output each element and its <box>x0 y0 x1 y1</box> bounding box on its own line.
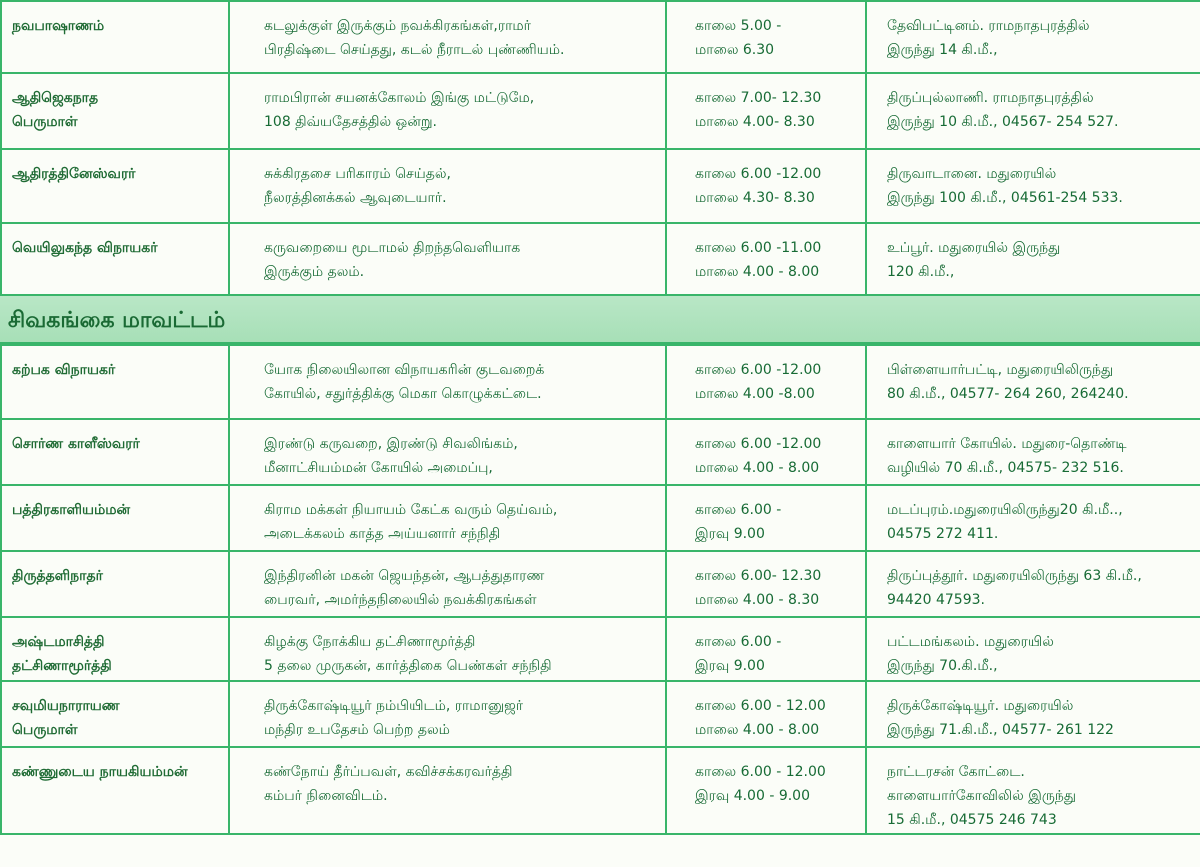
temple-description-line: மீனாட்சியம்மன் கோயில் அமைப்பு, <box>264 460 493 476</box>
temple-name-cell <box>1 681 229 747</box>
temple-name-content <box>2 2 228 38</box>
temple-name-line: பெருமாள் <box>12 722 78 738</box>
temple-name-content <box>2 224 228 260</box>
temple-name-cell <box>1 223 229 295</box>
temple-timing-line: காலை 6.00 - <box>695 634 782 650</box>
temple-location-cell <box>866 681 1200 747</box>
temple-location-cell <box>866 419 1200 485</box>
temple-location-cell <box>866 345 1200 419</box>
temple-name-line: அஷ்டமாசித்தி <box>12 634 105 650</box>
temple-description-line: ராமபிரான் சயனக்கோலம் இங்கு மட்டுமே, <box>264 90 535 106</box>
temple-location-content <box>867 150 1200 210</box>
temple-name-line: திருத்தளிநாதர் <box>12 568 103 584</box>
temple-description-line: திருக்கோஷ்டியூர் நம்பியிடம், ராமானுஜர் <box>264 698 524 714</box>
temple-timing-line: காலை 6.00 - <box>695 502 782 518</box>
temple-timing-cell <box>666 551 866 617</box>
temple-name-content <box>2 420 228 456</box>
temple-name-line: பெருமாள் <box>12 114 78 130</box>
temple-description-cell <box>229 617 666 681</box>
temple-description-content <box>230 486 665 546</box>
temple-table-bottom <box>0 344 1200 835</box>
temple-timing-cell <box>666 747 866 834</box>
temple-name-cell <box>1 345 229 419</box>
temple-description-line: கருவறையை மூடாமல் திறந்தவெளியாக <box>264 240 521 256</box>
rows_bottom-row-4 <box>1 617 1200 681</box>
temple-description-cell <box>229 681 666 747</box>
temple-location-line: திருக்கோஷ்டியூர். மதுரையில் <box>887 698 1074 714</box>
rows_bottom-row-3 <box>1 551 1200 617</box>
temple-description-line: கிழக்கு நோக்கிய தட்சிணாமூர்த்தி <box>264 634 476 650</box>
temple-timing-line: காலை 6.00 - 12.00 <box>695 698 826 714</box>
temple-timing-content <box>667 682 865 742</box>
temple-name-line: சொர்ண காளீஸ்வரர் <box>12 436 140 452</box>
temple-timing-content <box>667 150 865 210</box>
temple-description-line: அடைக்கலம் காத்த அய்யனார் சந்நிதி <box>264 526 501 542</box>
district-section-band <box>0 294 1200 344</box>
temple-timing-line: மாலை 4.00 - 8.00 <box>695 460 820 476</box>
rows_bottom-row-2 <box>1 485 1200 551</box>
temple-timing-content <box>667 2 865 62</box>
temple-timing-line: மாலை 4.00 - 8.00 <box>695 722 820 738</box>
temple-description-line: நீலரத்தினக்கல் ஆவுடையார். <box>264 190 447 206</box>
temple-timing-line: காலை 6.00 -12.00 <box>695 436 822 452</box>
temple-description-cell <box>229 73 666 149</box>
temple-timing-cell <box>666 223 866 295</box>
temple-location-line: இருந்து 100 கி.மீ., 04561-254 533. <box>887 190 1123 206</box>
temple-name-cell <box>1 1 229 73</box>
temple-timing-content <box>667 748 865 808</box>
temple-description-line: இரண்டு கருவறை, இரண்டு சிவலிங்கம், <box>264 436 518 452</box>
temple-location-line: மடப்புரம்.மதுரையிலிருந்து20 கி.மீ.., <box>887 502 1123 518</box>
temple-location-line: இருந்து 10 கி.மீ., 04567- 254 527. <box>887 114 1119 130</box>
temple-timing-line: மாலை 4.30- 8.30 <box>695 190 815 206</box>
temple-location-content <box>867 346 1200 406</box>
temple-location-line: திருப்புத்தூர். மதுரையிலிருந்து 63 கி.மீ., <box>887 568 1142 584</box>
temple-description-content <box>230 346 665 406</box>
temple-location-cell <box>866 1 1200 73</box>
temple-name-content <box>2 346 228 382</box>
temple-location-line: உப்பூர். மதுரையில் இருந்து <box>887 240 1061 256</box>
temple-name-content <box>2 552 228 588</box>
temple-name-content <box>2 682 228 742</box>
temple-timing-content <box>667 486 865 546</box>
temple-location-cell <box>866 551 1200 617</box>
temple-name-content <box>2 486 228 522</box>
temple-timing-line: காலை 6.00- 12.30 <box>695 568 822 584</box>
temple-location-line: காளையார்கோவிலில் இருந்து <box>887 788 1076 804</box>
temple-table-top <box>0 0 1200 296</box>
temple-name-cell <box>1 617 229 681</box>
temple-name-line: கண்ணுடைய நாயகியம்மன் <box>12 764 188 780</box>
temple-name-line: வெயிலுகந்த விநாயகர் <box>12 240 158 256</box>
temple-description-cell <box>229 223 666 295</box>
temple-timing-cell <box>666 73 866 149</box>
temple-location-line: 15 கி.மீ., 04575 246 743 <box>887 812 1057 828</box>
temple-description-line: மந்திர உபதேசம் பெற்ற தலம் <box>264 722 450 738</box>
temple-location-line: பிள்ளையார்பட்டி, மதுரையிலிருந்து <box>887 362 1114 378</box>
temple-location-line: இருந்து 14 கி.மீ., <box>887 42 998 58</box>
temple-name-content <box>2 618 228 678</box>
temple-location-line: 94420 47593. <box>887 592 985 608</box>
temple-location-line: தேவிபட்டினம். ராமநாதபுரத்தில் <box>887 18 1090 34</box>
temple-name-line: பத்திரகாளியம்மன் <box>12 502 131 518</box>
temple-description-cell <box>229 149 666 223</box>
temple-description-cell <box>229 345 666 419</box>
temple-location-cell <box>866 485 1200 551</box>
temple-timing-line: மாலை 4.00 - 8.00 <box>695 264 820 280</box>
temple-location-content <box>867 486 1200 546</box>
temple-location-line: நாட்டரசன் கோட்டை. <box>887 764 1025 780</box>
temple-timing-cell <box>666 149 866 223</box>
rows_bottom-row-1 <box>1 419 1200 485</box>
rows_bottom-row-6 <box>1 747 1200 834</box>
temple-timing-content <box>667 420 865 480</box>
temple-location-line: வழியில் 70 கி.மீ., 04575- 232 516. <box>887 460 1124 476</box>
temple-name-content <box>2 150 228 186</box>
temple-name-cell <box>1 485 229 551</box>
temple-timing-cell <box>666 681 866 747</box>
rows_top-row-3 <box>1 223 1200 295</box>
temple-description-line: கடலுக்குள் இருக்கும் நவக்கிரகங்கள்,ராமர் <box>264 18 531 34</box>
temple-location-content <box>867 748 1200 832</box>
temple-description-line: இருக்கும் தலம். <box>264 264 365 280</box>
temple-description-line: கோயில், சதுர்த்திக்கு மெகா கொழுக்கட்டை. <box>264 386 542 402</box>
temple-description-cell <box>229 747 666 834</box>
temple-description-cell <box>229 1 666 73</box>
temple-location-content <box>867 552 1200 612</box>
temple-timing-line: இரவு 4.00 - 9.00 <box>695 788 810 804</box>
temple-name-cell <box>1 73 229 149</box>
temple-location-content <box>867 224 1200 284</box>
temple-timing-line: காலை 6.00 -12.00 <box>695 362 822 378</box>
temple-description-content <box>230 682 665 742</box>
temple-timing-content <box>667 346 865 406</box>
temple-timing-line: காலை 6.00 -12.00 <box>695 166 822 182</box>
temple-location-line: திருவாடானை. மதுரையில் <box>887 166 1057 182</box>
temple-description-content <box>230 618 665 678</box>
temple-timing-line: மாலை 6.30 <box>695 42 775 58</box>
temple-location-cell <box>866 223 1200 295</box>
temple-description-content <box>230 552 665 612</box>
temple-name-line: ஆதிரத்தினேஸ்வரர் <box>12 166 136 182</box>
temple-timing-cell <box>666 617 866 681</box>
temple-name-cell <box>1 551 229 617</box>
temple-description-content <box>230 748 665 808</box>
temple-timing-content <box>667 224 865 284</box>
temple-description-line: கிராம மக்கள் நியாயம் கேட்க வரும் தெய்வம், <box>264 502 558 518</box>
temple-description-cell <box>229 551 666 617</box>
temple-description-content <box>230 224 665 284</box>
temple-location-line: இருந்து 71.கி.மீ., 04577- 261 122 <box>887 722 1114 738</box>
temple-name-cell <box>1 419 229 485</box>
temple-location-line: 04575 272 411. <box>887 526 999 542</box>
temple-location-content <box>867 420 1200 480</box>
temple-description-cell <box>229 485 666 551</box>
temple-name-line: சவுமியநாராயண <box>12 698 120 714</box>
temple-location-line: திருப்புல்லாணி. ராமநாதபுரத்தில் <box>887 90 1094 106</box>
temple-description-line: யோக நிலையிலான விநாயகரின் குடவறைக் <box>264 362 545 378</box>
temple-location-cell <box>866 73 1200 149</box>
temple-timing-line: காலை 5.00 - <box>695 18 782 34</box>
temple-name-content <box>2 748 228 784</box>
temple-timing-line: காலை 6.00 -11.00 <box>695 240 822 256</box>
temple-timing-line: காலை 7.00- 12.30 <box>695 90 822 106</box>
temple-location-line: 120 கி.மீ., <box>887 264 955 280</box>
temple-description-line: பைரவர், அமர்ந்தநிலையில் நவக்கிரகங்கள் <box>264 592 537 608</box>
district-section-title: சிவகங்கை மாவட்டம் <box>8 308 226 333</box>
temple-timing-line: காலை 6.00 - 12.00 <box>695 764 826 780</box>
temple-description-content <box>230 2 665 62</box>
temple-location-content <box>867 682 1200 742</box>
temple-timing-line: இரவு 9.00 <box>695 526 765 542</box>
temple-name-line: ஆதிஜெகநாத <box>12 90 99 106</box>
temple-name-line: கற்பக விநாயகர் <box>12 362 116 378</box>
temple-location-content <box>867 2 1200 62</box>
rows_top-row-1 <box>1 73 1200 149</box>
temple-description-content <box>230 420 665 480</box>
temple-timing-content <box>667 74 865 134</box>
temple-description-line: கம்பர் நினைவிடம். <box>264 788 388 804</box>
temple-name-cell <box>1 747 229 834</box>
temple-timing-content <box>667 552 865 612</box>
temple-location-content <box>867 618 1200 678</box>
temple-location-content <box>867 74 1200 134</box>
temple-timing-cell <box>666 345 866 419</box>
temple-timing-line: மாலை 4.00- 8.30 <box>695 114 815 130</box>
temple-location-cell <box>866 149 1200 223</box>
temple-location-line: பட்டமங்கலம். மதுரையில் <box>887 634 1054 650</box>
rows_top-row-2 <box>1 149 1200 223</box>
temple-description-line: கண்நோய் தீர்ப்பவள், கவிச்சக்கரவர்த்தி <box>264 764 513 780</box>
temple-timing-line: இரவு 9.00 <box>695 658 765 674</box>
rows_bottom-row-5 <box>1 681 1200 747</box>
temple-description-content <box>230 150 665 210</box>
temple-name-line: தட்சிணாமூர்த்தி <box>12 658 112 674</box>
temple-timing-line: மாலை 4.00 -8.00 <box>695 386 815 402</box>
temple-name-cell <box>1 149 229 223</box>
temple-description-line: பிரதிஷ்டை செய்தது, கடல் நீராடல் புண்ணியம். <box>264 42 565 58</box>
temple-description-line: 5 தலை முருகன், கார்த்திகை பெண்கள் சந்நிதி <box>264 658 552 674</box>
temple-timing-cell <box>666 419 866 485</box>
rows_top-row-0 <box>1 1 1200 73</box>
temple-description-line: இந்திரனின் மகன் ஜெயந்தன், ஆபத்துதாரண <box>264 568 545 584</box>
temple-description-content <box>230 74 665 134</box>
temple-timing-content <box>667 618 865 678</box>
temple-timing-line: மாலை 4.00 - 8.30 <box>695 592 820 608</box>
temple-location-line: 80 கி.மீ., 04577- 264 260, 264240. <box>887 386 1129 402</box>
temple-description-line: சுக்கிரதசை பரிகாரம் செய்தல், <box>264 166 451 182</box>
temple-location-line: காளையார் கோயில். மதுரை-தொண்டி <box>887 436 1127 452</box>
rows_bottom-row-0 <box>1 345 1200 419</box>
temple-name-line: நவபாஷாணம் <box>12 18 105 34</box>
temple-location-line: இருந்து 70.கி.மீ., <box>887 658 998 674</box>
temple-timing-cell <box>666 1 866 73</box>
temple-location-cell <box>866 617 1200 681</box>
temple-description-line: 108 திவ்யதேசத்தில் ஒன்று. <box>264 114 437 130</box>
temple-description-cell <box>229 419 666 485</box>
temple-timing-cell <box>666 485 866 551</box>
temple-name-content <box>2 74 228 134</box>
temple-location-cell <box>866 747 1200 834</box>
